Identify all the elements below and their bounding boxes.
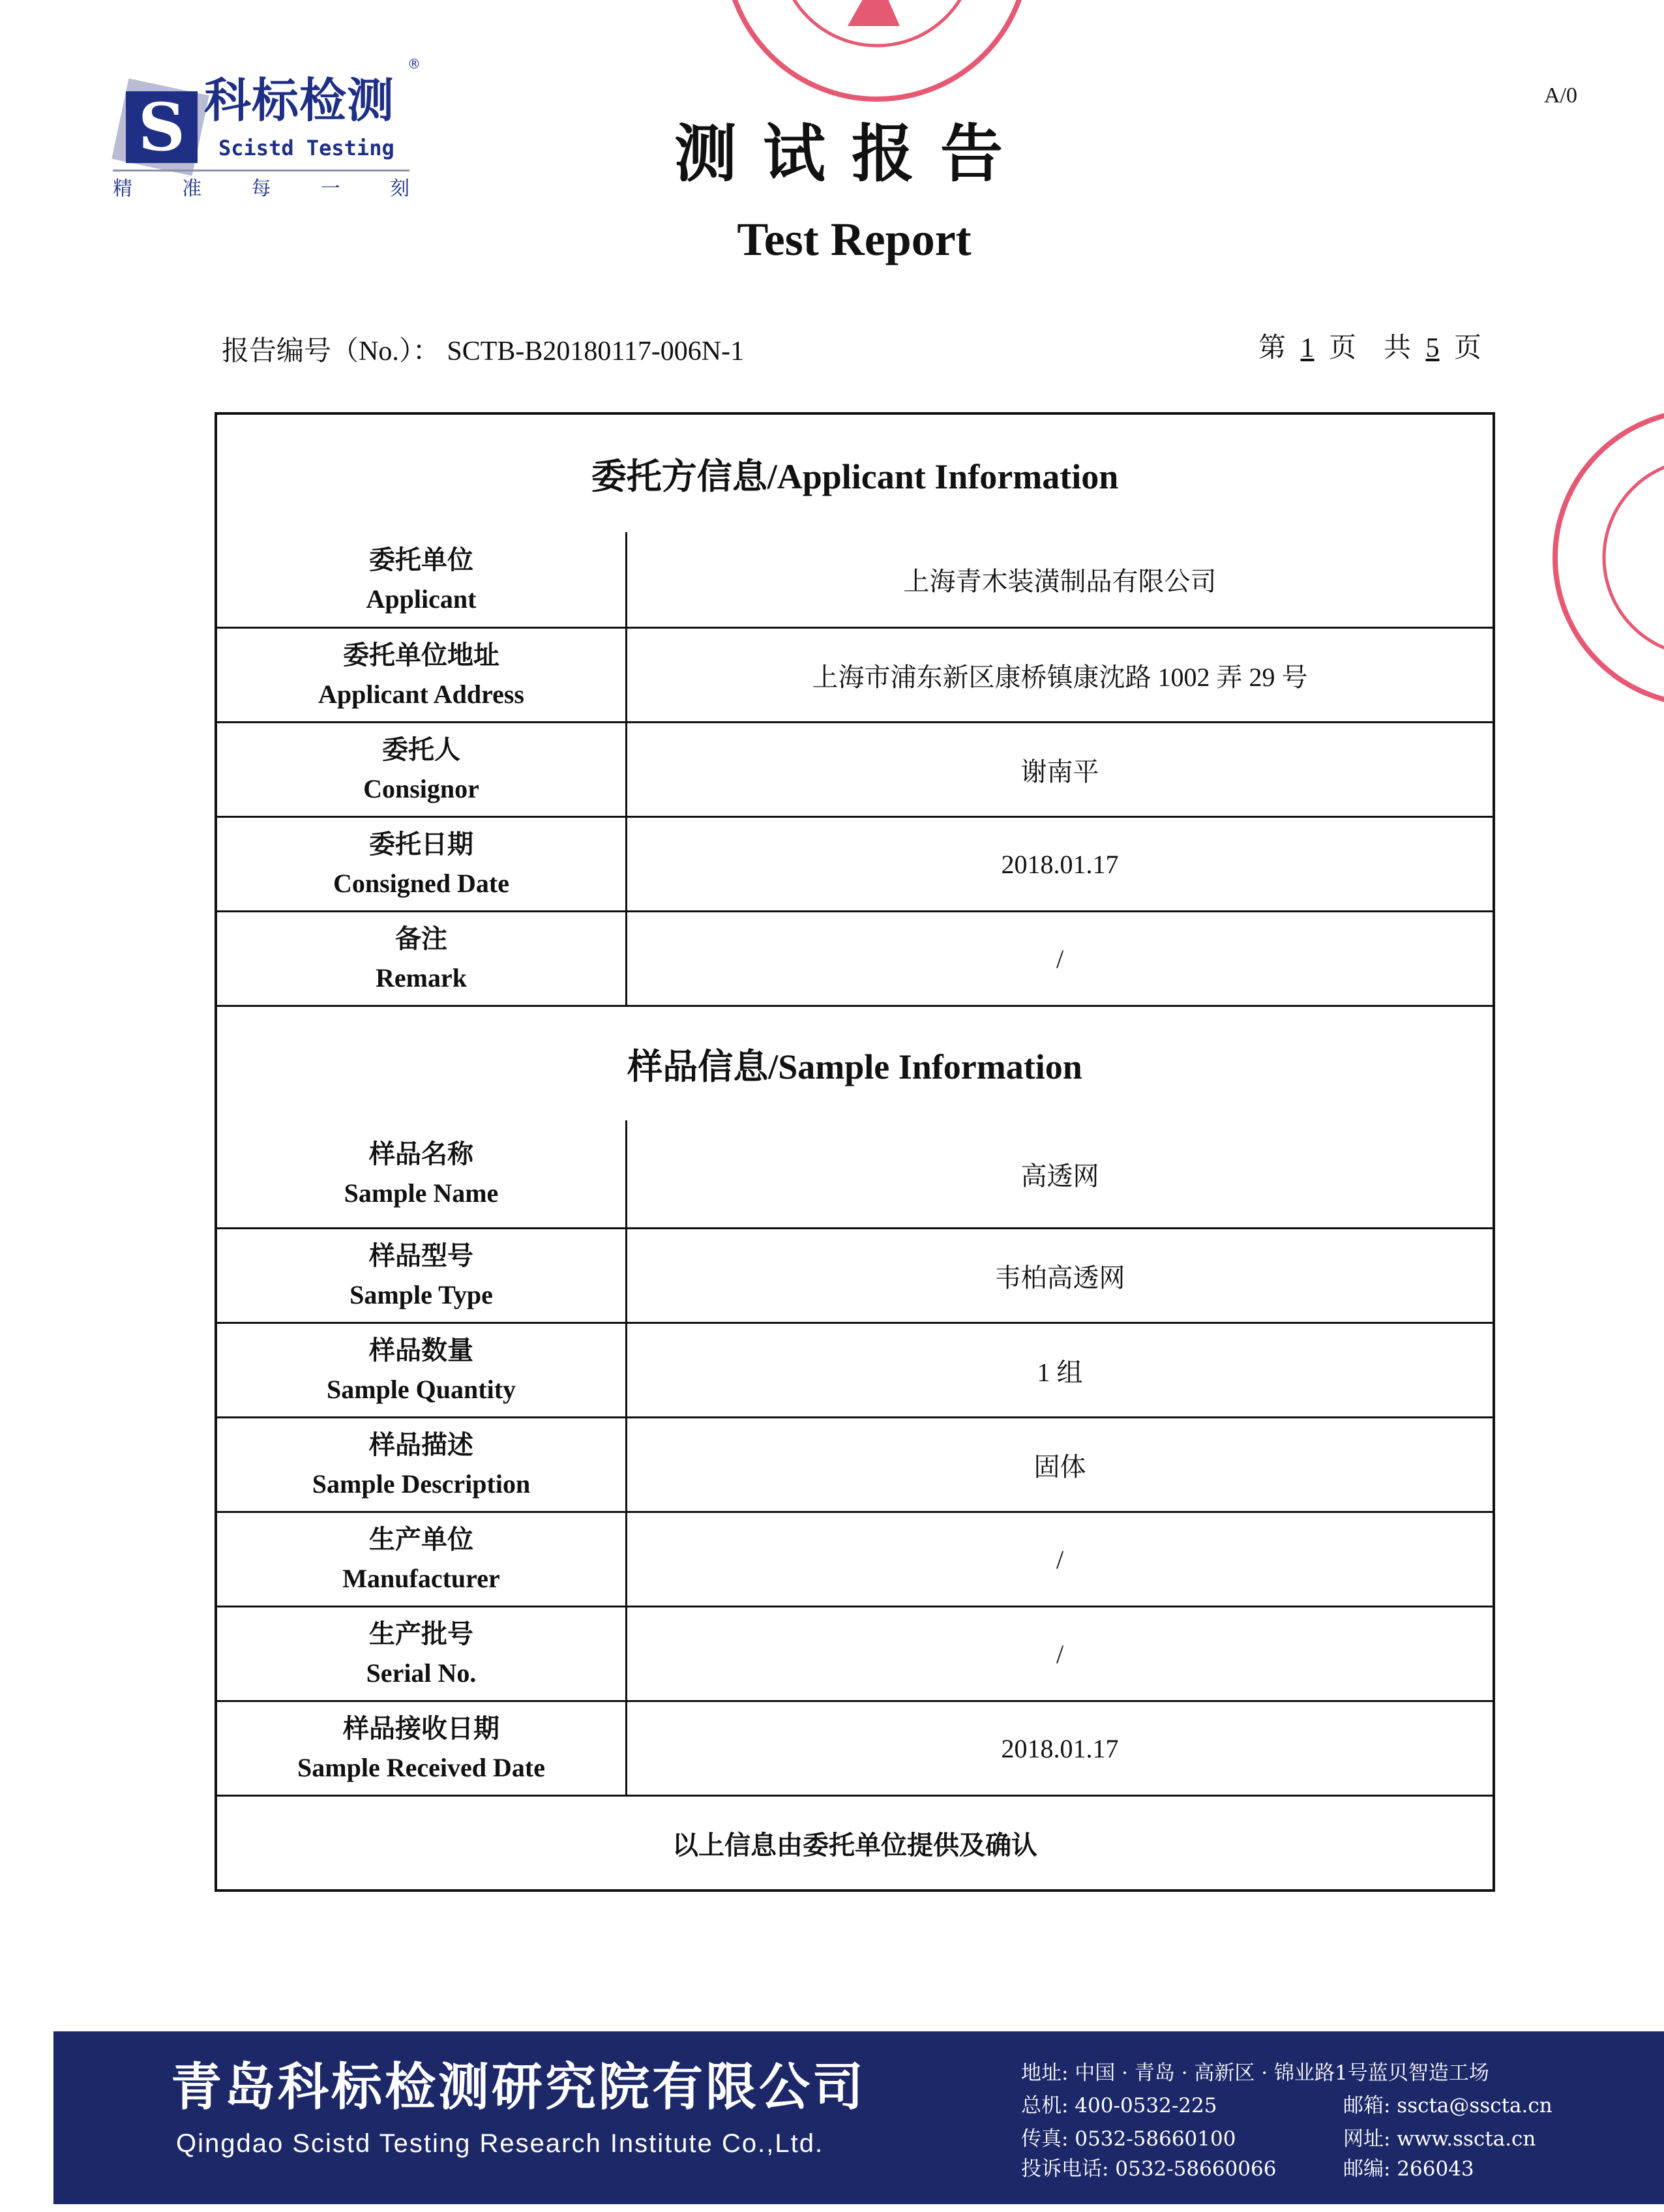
field-value: / [1056, 944, 1064, 974]
footer-company-cn: 青岛科标检测研究院有限公司 [171, 2057, 867, 2117]
page-indicator [1258, 326, 1481, 365]
field-value: / [1056, 1544, 1064, 1574]
field-value: 高透网 [1020, 1161, 1099, 1191]
field-label [217, 1607, 627, 1700]
page-total: 5 [1425, 333, 1440, 363]
footer-website: 网址: www.sscta.cn [1343, 2127, 1536, 2151]
table-row [217, 1416, 1493, 1511]
field-label-cn: 样品型号 [369, 1241, 473, 1271]
field-value: 谢南平 [1020, 756, 1099, 786]
document-version: A/0 [1544, 83, 1577, 108]
logo-name-en: Scistd Testing [218, 136, 394, 160]
field-label [217, 1702, 627, 1795]
field-value: 1 组 [1037, 1357, 1083, 1387]
field-label-cn: 委托人 [382, 735, 460, 765]
sample-section-header: 样品信息/Sample Information [217, 1005, 1493, 1120]
footer-complaint-phone: 投诉电话: 0532-58660066 [1021, 2157, 1277, 2181]
registered-mark: ® [408, 56, 421, 72]
field-label [217, 723, 627, 816]
table-row [217, 1120, 1493, 1227]
table-row [217, 721, 1493, 816]
field-label-en: Consigned Date [333, 869, 510, 898]
field-label-en: Sample Type [349, 1280, 493, 1309]
field-value: / [1056, 1639, 1064, 1669]
page-number: 1 [1300, 333, 1315, 363]
field-label-en: Manufacturer [342, 1564, 500, 1593]
table-row [217, 532, 1493, 627]
table-row [217, 1606, 1493, 1700]
field-label [217, 912, 627, 1005]
field-value: 2018.01.17 [1001, 849, 1119, 879]
report-table [215, 412, 1495, 1892]
field-label [217, 1120, 627, 1227]
field-label-cn: 委托单位地址 [343, 640, 499, 670]
footer-postcode: 邮编: 266043 [1343, 2157, 1474, 2181]
field-value: 2018.01.17 [1001, 1733, 1119, 1763]
field-label-en: Sample Description [312, 1469, 531, 1499]
slogan-char: 精 [113, 177, 132, 200]
slogan-char: 一 [320, 177, 340, 200]
applicant-section-header: 委托方信息/Applicant Information [591, 456, 1119, 496]
field-label-cn: 生产单位 [369, 1525, 473, 1555]
company-seal-right [1549, 404, 1664, 711]
company-seal-top [717, 0, 1037, 130]
footer-address: 地址: 中国 · 青岛 · 高新区 · 锦业路1号蓝贝智造工场 [1021, 2061, 1489, 2085]
page-mid: 页 共 [1329, 333, 1412, 363]
table-row [217, 1511, 1493, 1606]
table-row [217, 816, 1493, 910]
slogan-char: 刻 [390, 177, 409, 200]
field-label-en: Sample Received Date [297, 1753, 545, 1782]
field-value: 韦柏高透网 [994, 1263, 1125, 1293]
field-label-en: Applicant Address [318, 680, 524, 709]
slogan-char: 每 [251, 177, 271, 200]
confirmation-note: 以上信息由委托单位提供及确认 [217, 1795, 1493, 1889]
field-label [217, 1513, 627, 1606]
field-value: 固体 [1033, 1452, 1086, 1482]
field-label-cn: 委托单位 [369, 545, 473, 575]
field-label-en: Applicant [366, 584, 477, 614]
logo-name-cn: 科标检测 [204, 73, 395, 128]
footer-band [53, 2031, 1664, 2204]
field-label [217, 1229, 627, 1322]
field-label-cn: 委托日期 [369, 830, 473, 859]
page-prefix: 第 [1258, 333, 1286, 363]
field-label-en: Remark [376, 963, 467, 993]
field-label-cn: 样品描述 [369, 1430, 473, 1460]
footer-fax: 传真: 0532-58660100 [1021, 2127, 1236, 2151]
field-label-cn: 备注 [395, 924, 447, 954]
field-label-cn: 样品接收日期 [343, 1714, 499, 1744]
field-label [217, 1324, 627, 1416]
footer-company-en: Qingdao Scistd Testing Research Institute Co.,Ltd. [176, 2129, 824, 2158]
logo-mark: S [138, 89, 186, 166]
table-row [217, 1322, 1493, 1416]
field-label [217, 1418, 627, 1511]
table-row [217, 1227, 1493, 1322]
field-value: 上海市浦东新区康桥镇康沈路 1002 弄 29 号 [812, 662, 1308, 692]
table-row [217, 910, 1493, 1005]
field-label-en: Consignor [363, 774, 479, 803]
page-suffix: 页 [1454, 333, 1482, 363]
table-row [217, 627, 1493, 721]
report-title-en: Test Report [737, 213, 972, 265]
field-label-en: Sample Quantity [326, 1375, 516, 1404]
field-label-en: Sample Name [344, 1178, 499, 1208]
field-label [217, 818, 627, 910]
table-row [217, 1700, 1493, 1795]
field-label-cn: 样品名称 [369, 1139, 473, 1169]
field-label-cn: 样品数量 [369, 1336, 473, 1366]
footer-phone: 总机: 400-0532-225 [1021, 2094, 1217, 2117]
field-label-en: Serial No. [366, 1658, 477, 1688]
report-number: 报告编号（No.）： SCTB-B20180117-006N-1 [222, 336, 745, 366]
field-label-cn: 生产批号 [369, 1619, 473, 1649]
slogan-char: 准 [182, 177, 202, 200]
footer-email: 邮箱: sscta@sscta.cn [1343, 2094, 1553, 2117]
report-title-cn: 测试报告 [674, 117, 1029, 190]
field-value: 上海青木装潢制品有限公司 [903, 567, 1217, 596]
field-label [217, 532, 627, 627]
field-label [217, 629, 627, 721]
